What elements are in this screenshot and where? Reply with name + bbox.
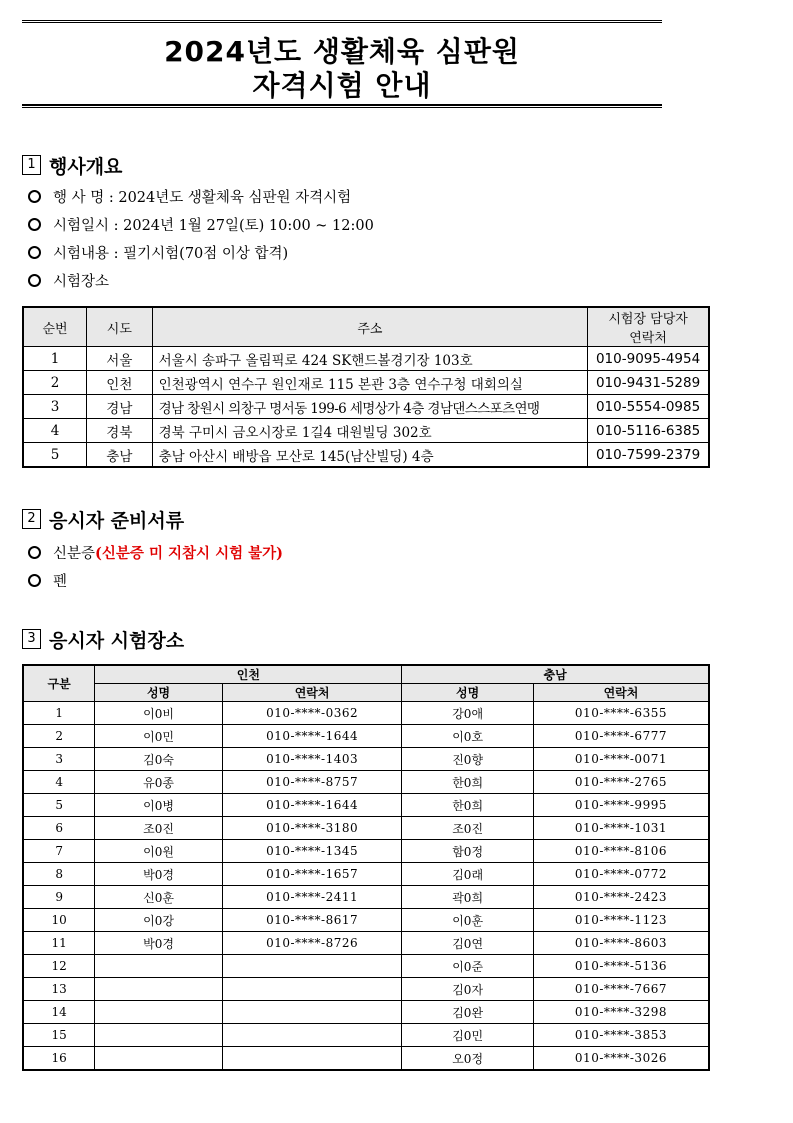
table-row: [23, 419, 709, 443]
table-row: [23, 443, 709, 468]
list-item: [28, 238, 722, 266]
cell-no: 7: [23, 840, 95, 863]
table-row: [23, 932, 709, 955]
cell-phone-a: [222, 955, 402, 978]
cell-no: 3: [23, 748, 95, 771]
warning-text: (신분증 미 지참시 시험 불가): [95, 544, 284, 562]
cell-name-a: [95, 978, 223, 1001]
cell-address: 경북 구미시 금오시장로 1길4 대원빌딩 302호: [152, 419, 588, 443]
table-row: [23, 955, 709, 978]
cell-name-b: 김0자: [402, 978, 534, 1001]
cell-name-b: 곽0희: [402, 886, 534, 909]
cell-phone-b: 010-****-8603: [533, 932, 709, 955]
cell-name-b: 김0연: [402, 932, 534, 955]
cell-phone-a: 010-****-8757: [222, 771, 402, 794]
table-row: [23, 817, 709, 840]
list-item-text: 행 사 명 : 2024년도 생활체육 심판원 자격시험: [53, 189, 352, 206]
cell-region: 서울: [87, 347, 153, 371]
circle-bullet-icon: [28, 574, 41, 587]
col-header-address: 주소: [152, 307, 588, 347]
cell-no: 5: [23, 794, 95, 817]
section-title: 행사개요: [49, 155, 123, 178]
cell-name-b: 오0정: [402, 1047, 534, 1071]
table-row: [23, 1001, 709, 1024]
cell-no: 4: [23, 771, 95, 794]
cell-phone-b: 010-****-3298: [533, 1001, 709, 1024]
cell-no: 1: [23, 347, 87, 371]
col-header-no: 순번: [23, 307, 87, 347]
cell-no: 12: [23, 955, 95, 978]
col-header-contact: 연락처: [222, 684, 402, 702]
section-number-box: 1: [22, 155, 41, 175]
section-documents: [22, 506, 722, 594]
list-item: [28, 266, 722, 294]
table-row: [23, 840, 709, 863]
cell-region: 경북: [87, 419, 153, 443]
col-header-contact-line1: 시험장 담당자: [608, 312, 688, 327]
cell-phone: 010-5116-6385: [588, 419, 709, 443]
venue-table: [22, 306, 710, 468]
cell-phone-b: 010-****-3026: [533, 1047, 709, 1071]
exam-table: [22, 664, 710, 1071]
cell-region: 충남: [87, 443, 153, 468]
cell-name-a: 이0원: [95, 840, 223, 863]
cell-no: 5: [23, 443, 87, 468]
cell-phone: 010-9431-5289: [588, 371, 709, 395]
cell-phone-b: 010-****-7667: [533, 978, 709, 1001]
cell-name-a: [95, 1001, 223, 1024]
cell-name-b: 이0호: [402, 725, 534, 748]
list-item-text: 시험내용 : 필기시험(70점 이상 합격): [53, 245, 289, 262]
section-number-box: 2: [22, 509, 41, 529]
cell-phone-a: 010-****-0362: [222, 702, 402, 725]
cell-name-b: 김0민: [402, 1024, 534, 1047]
cell-phone-b: 010-****-8106: [533, 840, 709, 863]
table-row: [23, 886, 709, 909]
table-header-row: [23, 665, 709, 684]
cell-name-a: 박0경: [95, 932, 223, 955]
title-rule-top: [22, 20, 662, 23]
cell-name-b: 이0훈: [402, 909, 534, 932]
cell-no: 1: [23, 702, 95, 725]
cell-name-a: 이0병: [95, 794, 223, 817]
cell-no: 10: [23, 909, 95, 932]
cell-no: 14: [23, 1001, 95, 1024]
cell-name-b: 김0래: [402, 863, 534, 886]
cell-phone-b: 010-****-0772: [533, 863, 709, 886]
cell-name-a: 박0경: [95, 863, 223, 886]
cell-name-b: 진0향: [402, 748, 534, 771]
cell-no: 15: [23, 1024, 95, 1047]
list-item-text: 시험일시 : 2024년 1월 27일(토) 10:00 ~ 12:00: [53, 217, 374, 234]
list-item: [28, 538, 722, 566]
cell-name-b: 이0준: [402, 955, 534, 978]
col-header-contact: [588, 307, 709, 347]
cell-region: 인천: [87, 371, 153, 395]
cell-phone-b: 010-****-6777: [533, 725, 709, 748]
col-header-region: 시도: [87, 307, 153, 347]
col-header-contact: 연락처: [533, 684, 709, 702]
cell-phone-a: 010-****-2411: [222, 886, 402, 909]
circle-bullet-icon: [28, 246, 41, 259]
cell-phone-a: 010-****-1644: [222, 725, 402, 748]
title-line-1: 2024년도 생활체육 심판원: [164, 35, 520, 68]
table-row: [23, 748, 709, 771]
cell-name-a: 조0진: [95, 817, 223, 840]
cell-phone-a: [222, 1047, 402, 1071]
section-overview: [22, 152, 722, 294]
cell-name-b: 한0희: [402, 794, 534, 817]
cell-phone-b: 010-****-2765: [533, 771, 709, 794]
cell-phone-a: 010-****-3180: [222, 817, 402, 840]
cell-name-b: 한0희: [402, 771, 534, 794]
cell-phone-a: 010-****-8617: [222, 909, 402, 932]
cell-phone-a: [222, 1001, 402, 1024]
cell-phone-a: [222, 978, 402, 1001]
cell-name-a: [95, 955, 223, 978]
list-item-text: 펜: [53, 573, 68, 590]
section-title: 응시자 시험장소: [49, 629, 185, 652]
document-title: [22, 20, 662, 108]
cell-address: 충남 아산시 배방읍 모산로 145(남산빌딩) 4층: [152, 443, 588, 468]
cell-phone: 010-5554-0985: [588, 395, 709, 419]
cell-phone-a: 010-****-1345: [222, 840, 402, 863]
cell-address: 경남 창원시 의창구 명서동 199-6 세명상가 4층 경남댄스스포츠연맹: [152, 395, 588, 419]
cell-no: 6: [23, 817, 95, 840]
cell-name-b: 김0완: [402, 1001, 534, 1024]
table-row: [23, 771, 709, 794]
table-row: [23, 371, 709, 395]
cell-no: 2: [23, 725, 95, 748]
col-header-contact-line2: 연락처: [629, 331, 667, 346]
circle-bullet-icon: [28, 274, 41, 287]
list-item-text: 신분증: [53, 545, 96, 562]
title-rule-bottom: [22, 104, 662, 108]
cell-phone-a: 010-****-1644: [222, 794, 402, 817]
cell-no: 2: [23, 371, 87, 395]
cell-name-a: 이0비: [95, 702, 223, 725]
section-exam-sites: [22, 626, 722, 652]
cell-name-a: 신0훈: [95, 886, 223, 909]
cell-phone-b: 010-****-5136: [533, 955, 709, 978]
cell-phone: 010-9095-4954: [588, 347, 709, 371]
cell-phone-a: [222, 1024, 402, 1047]
cell-no: 16: [23, 1047, 95, 1071]
cell-no: 11: [23, 932, 95, 955]
table-row: [23, 978, 709, 1001]
col-header-region-b: 충남: [402, 665, 709, 684]
cell-name-a: 이0강: [95, 909, 223, 932]
title-line-2: 자격시험 안내: [252, 69, 432, 102]
section-heading: [22, 506, 722, 532]
list-item: [28, 182, 722, 210]
cell-address: 인천광역시 연수구 원인재로 115 본관 3층 연수구청 대회의실: [152, 371, 588, 395]
table-row: [23, 395, 709, 419]
table-row: [23, 863, 709, 886]
table-row: [23, 1047, 709, 1071]
cell-no: 3: [23, 395, 87, 419]
cell-name-a: [95, 1047, 223, 1071]
list-item: [28, 210, 722, 238]
table-subheader-row: [23, 684, 709, 702]
section-heading: [22, 626, 722, 652]
exam-table-body: [23, 702, 709, 1071]
cell-name-a: [95, 1024, 223, 1047]
list-item-text: 시험장소: [53, 273, 110, 290]
table-header-row: [23, 307, 709, 347]
circle-bullet-icon: [28, 546, 41, 559]
list-item: [28, 566, 722, 594]
cell-name-b: 강0애: [402, 702, 534, 725]
cell-phone: 010-7599-2379: [588, 443, 709, 468]
table-row: [23, 347, 709, 371]
cell-name-a: 김0숙: [95, 748, 223, 771]
circle-bullet-icon: [28, 190, 41, 203]
table-row: [23, 702, 709, 725]
col-header-name: 성명: [95, 684, 223, 702]
table-row: [23, 909, 709, 932]
cell-region: 경남: [87, 395, 153, 419]
cell-phone-b: 010-****-1031: [533, 817, 709, 840]
section-number-box: 3: [22, 629, 41, 649]
cell-phone-b: 010-****-0071: [533, 748, 709, 771]
cell-address: 서울시 송파구 올림픽로 424 SK핸드볼경기장 103호: [152, 347, 588, 371]
table-row: [23, 794, 709, 817]
table-row: [23, 1024, 709, 1047]
cell-no: 8: [23, 863, 95, 886]
cell-phone-b: 010-****-9995: [533, 794, 709, 817]
cell-phone-a: 010-****-1403: [222, 748, 402, 771]
cell-phone-b: 010-****-1123: [533, 909, 709, 932]
table-row: [23, 725, 709, 748]
cell-phone-a: 010-****-1657: [222, 863, 402, 886]
cell-no: 9: [23, 886, 95, 909]
cell-name-b: 함0정: [402, 840, 534, 863]
col-header-group: 구분: [23, 665, 95, 702]
section-heading: [22, 152, 722, 178]
cell-no: 4: [23, 419, 87, 443]
cell-phone-b: 010-****-3853: [533, 1024, 709, 1047]
section-title: 응시자 준비서류: [49, 509, 185, 532]
cell-phone-a: 010-****-8726: [222, 932, 402, 955]
cell-no: 13: [23, 978, 95, 1001]
cell-name-a: 이0민: [95, 725, 223, 748]
cell-name-b: 조0진: [402, 817, 534, 840]
cell-name-a: 유0종: [95, 771, 223, 794]
cell-phone-b: 010-****-2423: [533, 886, 709, 909]
cell-phone-b: 010-****-6355: [533, 702, 709, 725]
circle-bullet-icon: [28, 218, 41, 231]
col-header-name: 성명: [402, 684, 534, 702]
col-header-region-a: 인천: [95, 665, 402, 684]
